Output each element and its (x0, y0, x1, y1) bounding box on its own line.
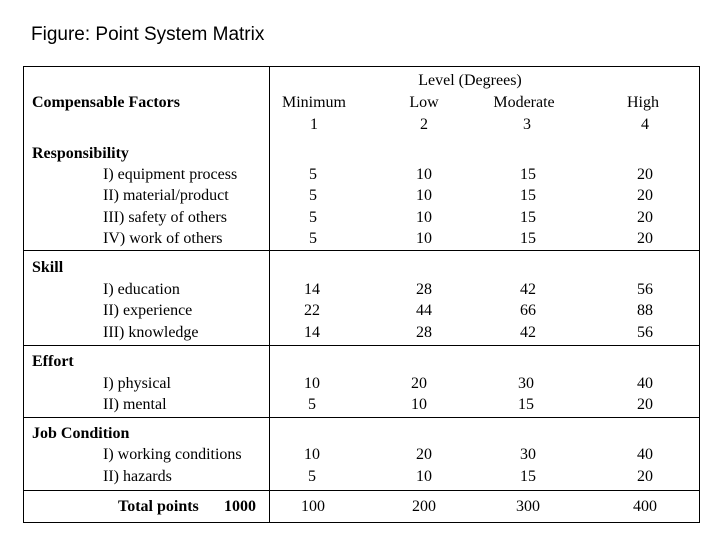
col1-name: Minimum (281, 94, 347, 111)
item-label: I) working conditions (103, 446, 242, 463)
row-divider (23, 417, 700, 418)
cell-value: 15 (520, 209, 536, 226)
cell-value: 20 (637, 187, 653, 204)
cell-value: 5 (308, 396, 316, 413)
cell-value: 5 (308, 468, 316, 485)
cell-value: 15 (520, 468, 536, 485)
cell-value: 40 (637, 375, 653, 392)
cell-value: 10 (304, 375, 320, 392)
cell-value: 44 (416, 302, 432, 319)
cell-value: 42 (520, 281, 536, 298)
group-name-job-condition: Job Condition (32, 425, 130, 442)
figure-title: Figure: Point System Matrix (31, 24, 265, 45)
cell-value: 10 (416, 468, 432, 485)
levels-header: Level (Degrees) (418, 72, 522, 89)
cell-value: 40 (637, 446, 653, 463)
total-cell: 300 (516, 498, 540, 515)
row-divider (23, 490, 700, 491)
cell-value: 10 (416, 166, 432, 183)
cell-value: 28 (416, 281, 432, 298)
cell-value: 15 (518, 396, 534, 413)
cell-value: 10 (304, 446, 320, 463)
total-value: 1000 (224, 498, 256, 515)
total-cell: 200 (412, 498, 436, 515)
total-label: Total points (118, 498, 199, 515)
group-name-responsibility: Responsibility (32, 145, 129, 162)
factors-column-divider (269, 66, 270, 523)
cell-value: 20 (637, 209, 653, 226)
item-label: III) safety of others (103, 209, 227, 226)
cell-value: 30 (520, 446, 536, 463)
item-label: III) knowledge (103, 324, 199, 341)
cell-value: 20 (411, 375, 427, 392)
col4-name: High (627, 94, 659, 111)
item-label: I) physical (103, 375, 171, 392)
total-cell: 400 (633, 498, 657, 515)
cell-value: 5 (309, 209, 317, 226)
cell-value: 5 (309, 187, 317, 204)
col3-num: 3 (523, 116, 531, 133)
item-label: II) material/product (103, 187, 229, 204)
total-cell: 100 (301, 498, 325, 515)
row-divider (23, 345, 700, 346)
cell-value: 20 (637, 396, 653, 413)
cell-value: 14 (304, 324, 320, 341)
item-label: II) experience (103, 302, 193, 319)
item-label: II) hazards (103, 468, 172, 485)
cell-value: 15 (520, 230, 536, 247)
cell-value: 5 (309, 166, 317, 183)
cell-value: 30 (518, 375, 534, 392)
item-label: I) equipment process (103, 166, 238, 183)
cell-value: 15 (520, 187, 536, 204)
cell-value: 42 (520, 324, 536, 341)
cell-value: 10 (416, 209, 432, 226)
cell-value: 56 (637, 281, 653, 298)
cell-value: 20 (637, 468, 653, 485)
col3-name: Moderate (493, 94, 555, 111)
col1-num: 1 (310, 116, 318, 133)
table-top-border (23, 66, 700, 67)
group-name-effort: Effort (32, 353, 74, 370)
cell-value: 20 (416, 446, 432, 463)
table-right-border (699, 66, 700, 523)
cell-value: 56 (637, 324, 653, 341)
cell-value: 22 (304, 302, 320, 319)
col2-num: 2 (420, 116, 428, 133)
group-name-skill: Skill (32, 259, 64, 276)
cell-value: 15 (520, 166, 536, 183)
cell-value: 10 (416, 230, 432, 247)
table-bottom-border (23, 522, 700, 523)
cell-value: 88 (637, 302, 653, 319)
cell-value: 66 (520, 302, 536, 319)
col2-name: Low (409, 94, 439, 111)
factors-header: Compensable Factors (32, 94, 180, 111)
cell-value: 20 (637, 230, 653, 247)
item-label: IV) work of others (103, 230, 223, 247)
item-label: I) education (103, 281, 180, 298)
table-left-border (23, 66, 24, 523)
cell-value: 14 (304, 281, 320, 298)
cell-value: 28 (416, 324, 432, 341)
cell-value: 10 (411, 396, 427, 413)
item-label: II) mental (103, 396, 167, 413)
cell-value: 10 (416, 187, 432, 204)
row-divider (23, 250, 700, 251)
cell-value: 5 (309, 230, 317, 247)
col4-num: 4 (641, 116, 649, 133)
cell-value: 20 (637, 166, 653, 183)
